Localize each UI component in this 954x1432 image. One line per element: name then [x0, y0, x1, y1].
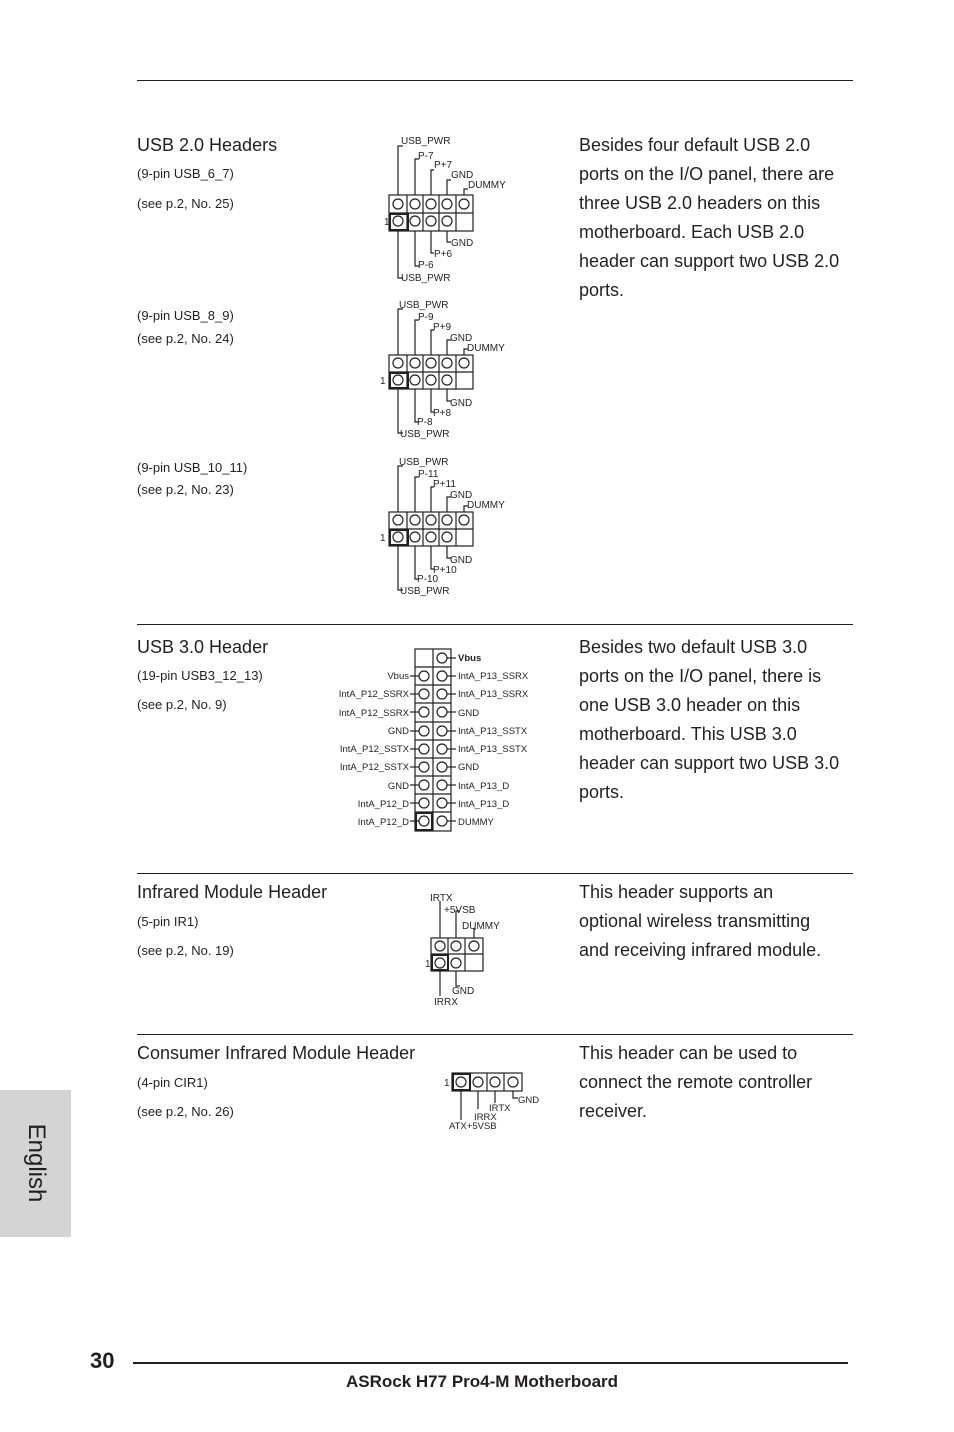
section-rule [137, 873, 853, 874]
usb2-h3-pins: (9-pin USB_10_11) [137, 460, 248, 475]
ir-ref: (see p.2, No. 19) [137, 943, 234, 958]
page-number: 30 [90, 1348, 115, 1373]
pin1-marker: 1 [384, 217, 390, 228]
usb2-h3-ref: (see p.2, No. 23) [137, 482, 234, 497]
cir-pins: (4-pin CIR1) [137, 1075, 208, 1090]
top-rule [137, 80, 853, 81]
label-gnd: GND [450, 333, 473, 344]
ir-desc-line: This header supports an [579, 882, 774, 902]
ir-title: Infrared Module Header [137, 882, 328, 902]
usb3-pin-label: IntA_P12_SSTX [339, 762, 409, 773]
label-5vsb: +5VSB [444, 905, 476, 916]
label-gnd: GND [518, 1095, 540, 1106]
usb2-h2-pins: (9-pin USB_8_9) [137, 308, 234, 323]
usb2-header-diagram-2 [376, 295, 516, 445]
usb3-pin-label: GND [387, 781, 409, 792]
label-p-minus: P-10 [417, 574, 439, 585]
usb2-desc-line: ports on the I/O panel, there are [579, 164, 835, 184]
label-p-plus: P+10 [433, 565, 457, 576]
usb3-pin-label: IntA_P13_SSTX [458, 726, 528, 737]
section-rule [137, 624, 853, 625]
usb3-pin-label: IntA_P12_SSTX [339, 744, 409, 755]
label-dummy: DUMMY [468, 180, 506, 191]
cir-ref: (see p.2, No. 26) [137, 1104, 234, 1119]
usb3-desc-line: header can support two USB 3.0 [579, 753, 840, 773]
pin1-marker: 1 [444, 1078, 450, 1089]
usb3-pin-label: IntA_P13_D [458, 799, 510, 810]
label-irrx: IRRX [434, 997, 458, 1008]
usb2-h2-ref: (see p.2, No. 24) [137, 331, 234, 346]
ir-pins: (5-pin IR1) [137, 914, 199, 929]
ir-desc-line: and receiving infrared module. [579, 940, 822, 960]
cir-desc-line: This header can be used to [579, 1043, 798, 1063]
label-gnd: GND [451, 238, 474, 249]
cir-title: Consumer Infrared Module Header [137, 1043, 416, 1063]
usb2-desc-line: header can support two USB 2.0 [579, 251, 840, 271]
label-dummy: DUMMY [467, 343, 505, 354]
label-usb-pwr: USB_PWR [399, 300, 449, 311]
usb3-pin-label: GND [458, 762, 480, 773]
label-irtx: IRTX [430, 893, 453, 904]
label-gnd: GND [450, 555, 473, 566]
pin1-marker: 1 [425, 959, 431, 970]
usb3-pin-label: IntA_P12_SSRX [338, 708, 409, 719]
usb3-desc-line: motherboard. This USB 3.0 [579, 724, 797, 744]
label-usb-pwr: USB_PWR [399, 457, 449, 468]
label-p-plus: P+9 [433, 322, 452, 333]
label-irrx: IRRX [474, 1112, 497, 1123]
language-label: English [23, 1123, 50, 1203]
ir-description [579, 878, 864, 965]
pin1-marker: 1 [380, 533, 386, 544]
usb3-description [579, 633, 864, 807]
cir-description [579, 1039, 864, 1126]
usb3-pin-label: IntA_P13_D [458, 781, 510, 792]
cir-header-diagram [440, 1068, 540, 1132]
usb2-desc-line: three USB 2.0 headers on this [579, 193, 821, 213]
usb3-desc-line: Besides two default USB 3.0 [579, 637, 808, 657]
usb2-desc-line: motherboard. Each USB 2.0 [579, 222, 805, 242]
usb3-pin-label: Vbus [458, 653, 482, 664]
footer-product-name: ASRock H77 Pro4-M Motherboard [346, 1372, 619, 1391]
usb2-description [579, 131, 864, 305]
usb3-desc-line: one USB 3.0 header on this [579, 695, 801, 715]
label-dummy: DUMMY [467, 500, 505, 511]
cir-desc-line: connect the remote controller [579, 1072, 813, 1092]
label-gnd: GND [452, 986, 475, 997]
usb3-desc-line: ports on the I/O panel, there is [579, 666, 822, 686]
usb3-pin-label: IntA_P12_SSRX [338, 689, 409, 700]
usb3-pin-label: GND [387, 726, 409, 737]
usb3-pin-label: IntA_P13_SSRX [458, 671, 529, 682]
usb2-desc-line: ports. [579, 280, 625, 300]
label-gnd: GND [450, 490, 473, 501]
label-p-plus: P+6 [434, 249, 453, 260]
section-rule [137, 1034, 853, 1035]
label-atx-5vsb: ATX+5VSB [449, 1121, 497, 1132]
usb3-desc-line: ports. [579, 782, 625, 802]
usb3-title: USB 3.0 Header [137, 637, 269, 657]
usb2-header-diagram-3 [376, 452, 516, 602]
usb3-pin-label: GND [458, 708, 480, 719]
label-p-minus: P-11 [418, 469, 439, 480]
label-usb-pwr: USB_PWR [401, 273, 451, 284]
label-p-plus: P+7 [434, 160, 453, 171]
usb3-pin-label: IntA_P13_SSTX [458, 744, 528, 755]
label-p-plus: P+8 [433, 408, 452, 419]
label-gnd: GND [450, 398, 473, 409]
label-p-minus: P-9 [418, 312, 434, 323]
usb2-h1-ref: (see p.2, No. 25) [137, 196, 234, 211]
usb3-pins: (19-pin USB3_12_13) [137, 668, 263, 683]
label-gnd: GND [451, 170, 474, 181]
usb3-pin-label: DUMMY [458, 817, 494, 828]
usb2-h1-pins: (9-pin USB_6_7) [137, 166, 234, 181]
label-dummy: DUMMY [462, 921, 500, 932]
label-usb-pwr: USB_PWR [400, 586, 450, 597]
usb2-header-diagram-1 [376, 132, 516, 292]
usb2-desc-line: Besides four default USB 2.0 [579, 135, 811, 155]
usb3-header-diagram [330, 646, 550, 836]
label-usb-pwr: USB_PWR [400, 429, 450, 440]
usb3-pin-label: Vbus [387, 671, 409, 682]
label-usb-pwr: USB_PWR [401, 136, 451, 147]
label-p-plus: P+11 [433, 479, 456, 490]
ir-desc-line: optional wireless transmitting [579, 911, 811, 931]
usb3-pin-label: IntA_P12_D [357, 799, 409, 810]
footer-rule [133, 1362, 848, 1364]
label-p-minus: P-8 [417, 417, 433, 428]
pin1-marker: 1 [380, 376, 386, 387]
label-p-minus: P-7 [418, 151, 434, 162]
label-irtx: IRTX [489, 1103, 511, 1114]
label-p-minus: P-6 [418, 260, 434, 271]
usb3-ref: (see p.2, No. 9) [137, 697, 227, 712]
usb3-pin-label: IntA_P13_SSRX [458, 689, 529, 700]
cir-desc-line: receiver. [579, 1101, 648, 1121]
usb3-pin-label: IntA_P12_D [357, 817, 409, 828]
ir-header-diagram [418, 888, 518, 1010]
usb2-title: USB 2.0 Headers [137, 135, 278, 155]
